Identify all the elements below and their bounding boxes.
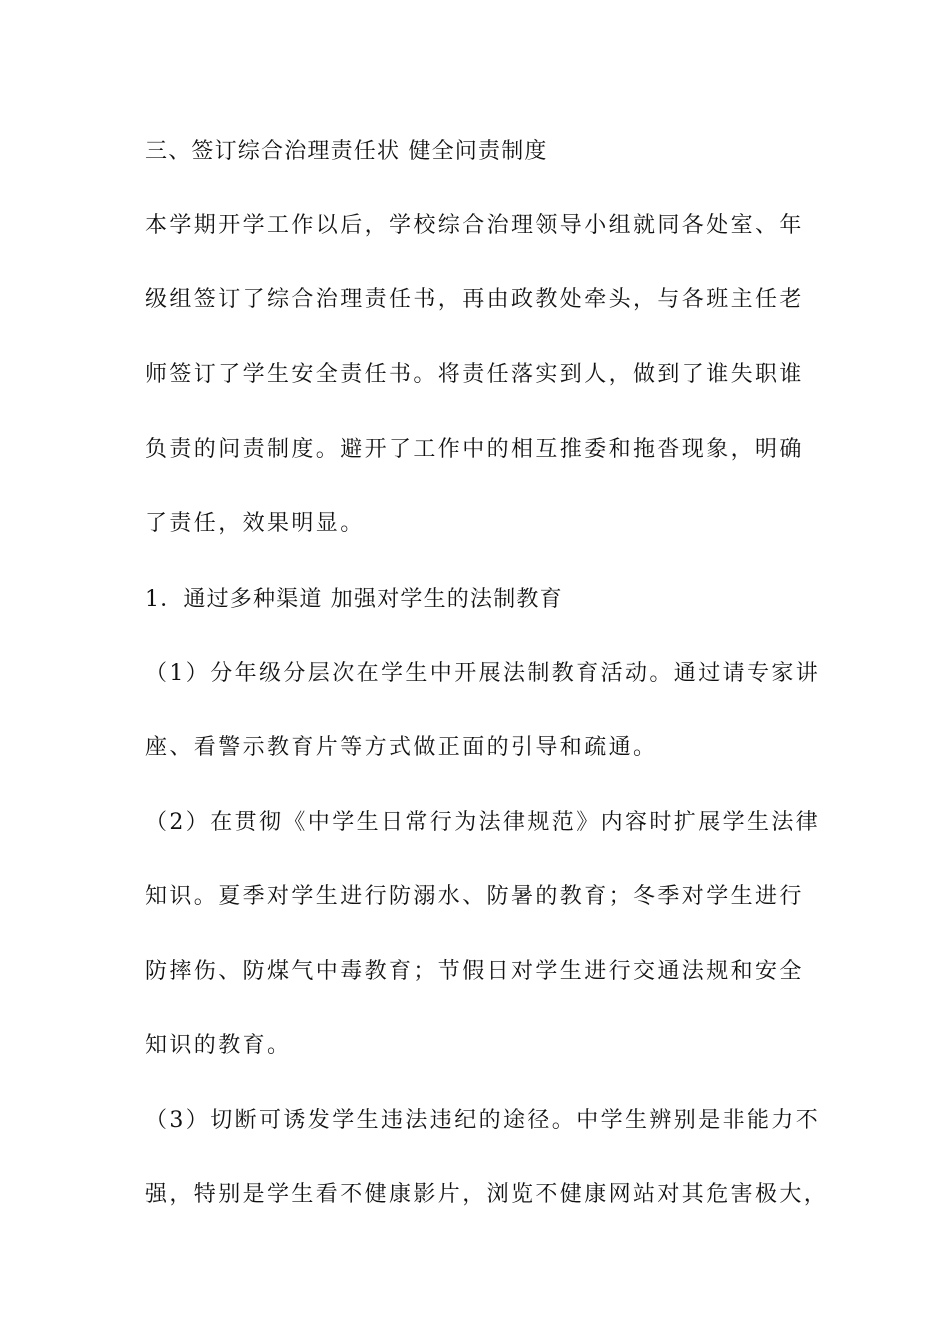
paragraph-line: 师签订了学生安全责任书。将责任落实到人，做到了谁失职谁 [145, 362, 804, 387]
paragraph-line: 级组签订了综合治理责任书，再由政教处牵头，与各班主任老 [145, 287, 804, 312]
list-item-line: 座、看警示教育片等方式做正面的引导和疏通。 [145, 735, 658, 760]
list-item-line: 知识。夏季对学生进行防溺水、防暑的教育；冬季对学生进行 [145, 884, 804, 909]
list-item-line: 防摔伤、防煤气中毒教育；节假日对学生进行交通法规和安全 [145, 959, 804, 984]
paragraph-line: 负责的问责制度。避开了工作中的相互推委和拖沓现象，明确 [145, 437, 804, 462]
subheading: 1．通过多种渠道 加强对学生的法制教育 [145, 587, 563, 612]
list-item-line: （1）分年级分层次在学生中开展法制教育活动。通过请专家讲 [145, 661, 821, 686]
list-item-line: （2）在贯彻《中学生日常行为法律规范》内容时扩展学生法律 [145, 810, 821, 835]
paragraph-line: 本学期开学工作以后，学校综合治理领导小组就同各处室、年 [145, 213, 804, 238]
list-item-line: 知识的教育。 [145, 1033, 292, 1058]
section-heading: 三、签订综合治理责任状 健全问责制度 [145, 139, 548, 164]
paragraph-line: 了责任，效果明显。 [145, 511, 365, 536]
list-item-line: 强，特别是学生看不健康影片，浏览不健康网站对其危害极大， [145, 1182, 829, 1207]
list-item-line: （3）切断可诱发学生违法违纪的途径。中学生辨别是非能力不 [145, 1108, 821, 1133]
